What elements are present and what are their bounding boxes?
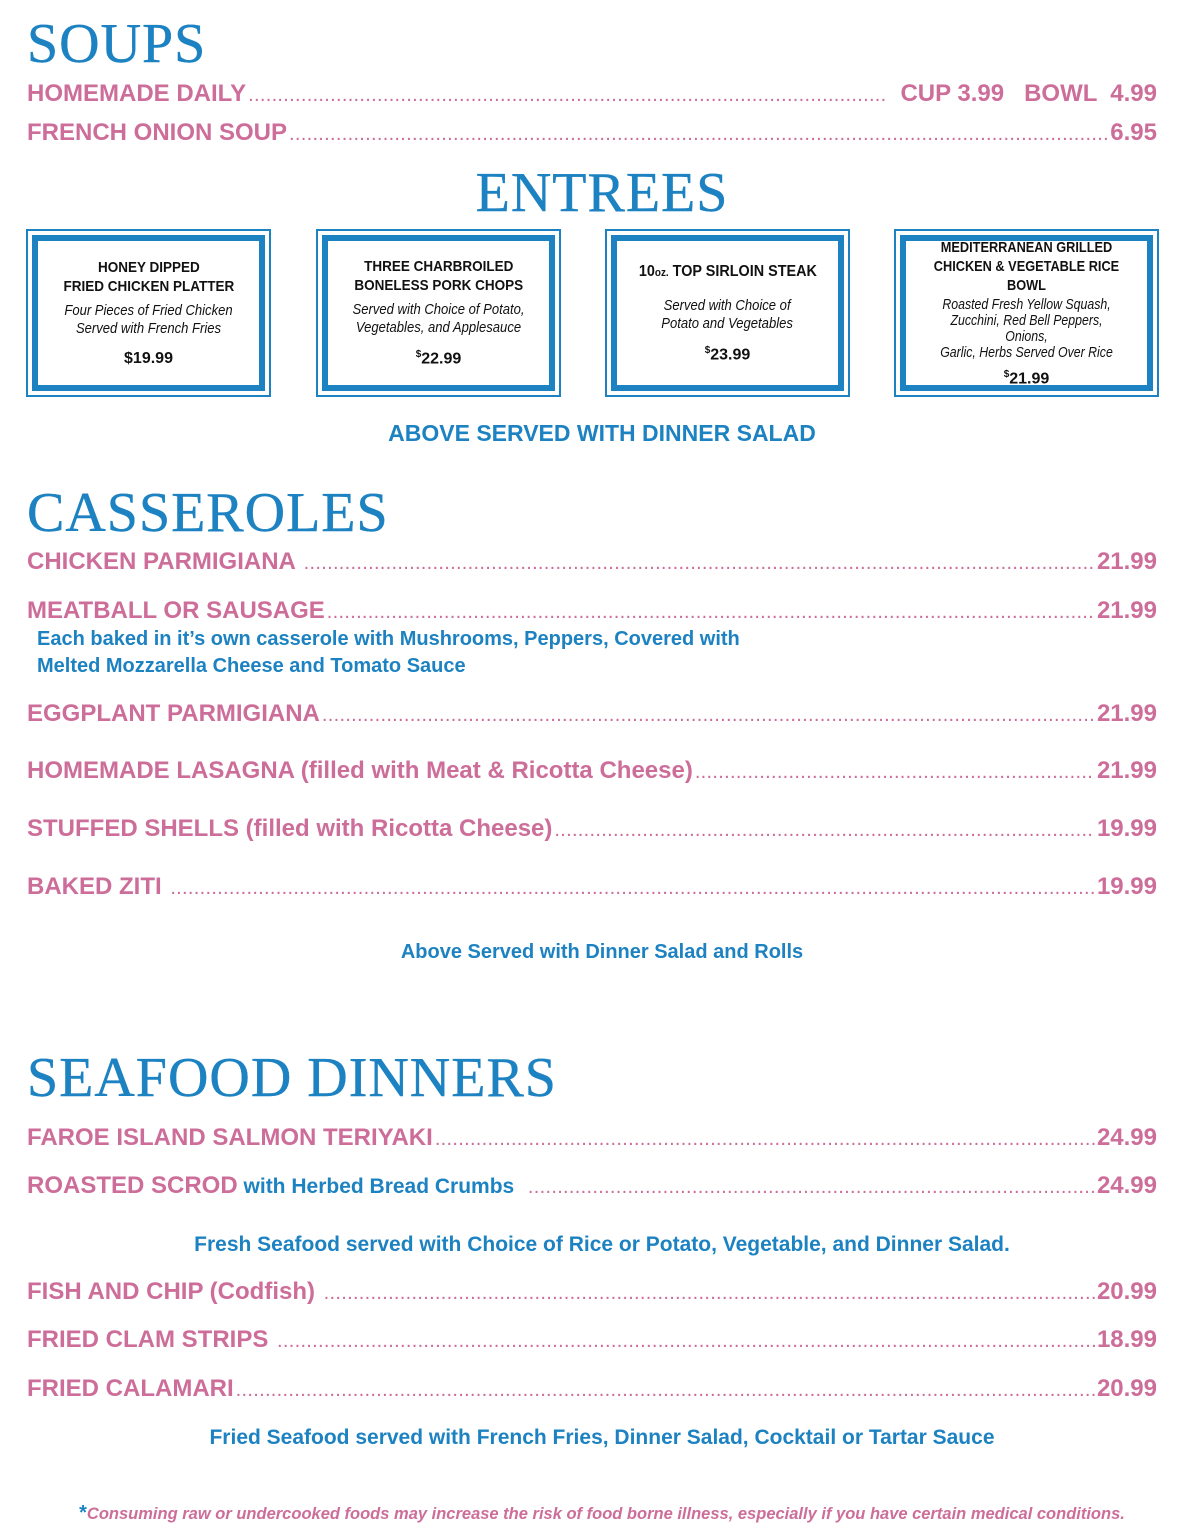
entree-price: $19.99 <box>124 350 173 367</box>
entree-box-pork-chops <box>316 229 561 397</box>
asterisk: * <box>79 1502 87 1524</box>
dot-leader <box>528 1173 1095 1201</box>
entree-description: Four Pieces of Fried Chicken Served with French Fries <box>64 303 233 337</box>
dot-leader <box>304 549 1095 577</box>
entrees-heading: ENTREES <box>475 162 729 224</box>
item-price: 19.99 <box>1096 873 1157 900</box>
dot-leader <box>248 81 885 109</box>
item-price: 21.99 <box>1096 757 1157 784</box>
fried-seafood-note: Fried Seafood served with French Fries, Dinner Salad, Cocktail or Tartar Sauce <box>209 1426 995 1449</box>
entrees-note: ABOVE SERVED WITH DINNER SALAD <box>388 420 816 446</box>
dot-leader <box>695 758 1095 786</box>
seafood-heading: SEAFOOD DINNERS <box>27 1047 557 1109</box>
item-name: EGGPLANT PARMIGIANA <box>27 700 320 727</box>
menu-item-homemade-lasagna <box>27 757 1157 786</box>
item-name: FRIED CLAM STRIPS <box>27 1326 276 1353</box>
entree-description: Served with Choice of Potato, Vegetables, and Applesauce <box>352 302 525 337</box>
dot-leader <box>322 701 1095 729</box>
menu-item-homemade-daily <box>27 80 1157 109</box>
dot-leader <box>435 1125 1095 1153</box>
menu-item-eggplant-parmigiana <box>27 700 1157 729</box>
dot-leader <box>327 598 1095 626</box>
entree-price: $22.99 <box>415 349 462 368</box>
disclaimer-text: Consuming raw or undercooked foods may increase the risk of food borne illness, especially if you have certain medical conditions. <box>86 1505 1125 1523</box>
meatball-description: Each baked in it’s own casserole with Mushrooms, Peppers, Covered with Melted Mozzarella Cheese and Tomato Sauce <box>37 628 740 677</box>
menu-item-stuffed-shells <box>27 815 1157 844</box>
entree-box-sirloin-steak <box>605 229 850 397</box>
item-price: 20.99 <box>1096 1278 1157 1305</box>
casseroles-note: Above Served with Dinner Salad and Rolls <box>400 941 804 963</box>
entree-title: THREE CHARBROILED BONELESS PORK CHOPS <box>354 258 523 295</box>
dot-leader <box>170 874 1095 902</box>
menu-item-fish-and-chip <box>27 1278 1157 1307</box>
entree-price: $23.99 <box>704 344 751 364</box>
item-name: FAROE ISLAND SALMON TERIYAKI <box>27 1124 433 1151</box>
item-price: 18.99 <box>1096 1326 1157 1353</box>
entree-title: MEDITERRANEAN GRILLED CHICKEN & VEGETABLE RICE BOWL <box>933 238 1120 294</box>
item-price: 24.99 <box>1096 1172 1157 1199</box>
item-name: FRIED CALAMARI <box>27 1375 234 1402</box>
item-price: 21.99 <box>1096 597 1157 624</box>
item-price: 6.95 <box>1110 119 1157 146</box>
item-price: 24.99 <box>1096 1124 1157 1151</box>
item-name: FISH AND CHIP (Codfish) <box>27 1278 322 1305</box>
item-name: BAKED ZITI <box>27 873 169 900</box>
item-name: STUFFED SHELLS (filled with Ricotta Cheese) <box>27 815 553 842</box>
menu-item-fried-clam-strips <box>27 1326 1157 1355</box>
soups-heading: SOUPS <box>27 13 207 75</box>
entree-box-fried-chicken <box>26 229 271 397</box>
item-name: HOMEMADE LASAGNA (filled with Meat & Ricotta Cheese) <box>27 757 693 784</box>
menu-item-chicken-parmigiana <box>27 548 1157 577</box>
item-name: HOMEMADE DAILY <box>27 80 247 107</box>
menu-item-baked-ziti <box>27 873 1157 902</box>
menu-item-fried-calamari <box>27 1375 1157 1404</box>
menu-item-meatball-or-sausage <box>27 597 1157 626</box>
entree-title: 10oz. TOP SIRLOIN STEAK <box>638 262 817 280</box>
item-price: CUP 3.99 BOWL 4.99 <box>900 80 1157 107</box>
dot-leader <box>277 1327 1095 1355</box>
dot-leader <box>554 816 1095 844</box>
menu-item-salmon-teriyaki <box>27 1124 1157 1153</box>
casseroles-heading: CASSEROLES <box>27 482 389 544</box>
entree-box-rice-bowl <box>894 229 1159 397</box>
entree-title: HONEY DIPPED FRIED CHICKEN PLATTER <box>63 259 234 295</box>
dot-leader <box>289 120 1108 148</box>
item-name: CHICKEN PARMIGIANA <box>27 548 302 575</box>
entree-description: Roasted Fresh Yellow Squash, Zucchini, Red Bell Peppers, Onions, Garlic, Herbs Served Over Rice <box>940 296 1113 361</box>
item-price: 21.99 <box>1096 548 1157 575</box>
entree-price: $21.99 <box>1003 368 1050 388</box>
item-name: ROASTED SCROD <box>27 1172 238 1199</box>
item-price: 19.99 <box>1096 815 1157 842</box>
item-price: 21.99 <box>1096 700 1157 727</box>
menu-item-french-onion-soup <box>27 119 1157 148</box>
dot-leader <box>324 1279 1095 1307</box>
item-price: 20.99 <box>1096 1375 1157 1402</box>
menu-item-roasted-scrod <box>27 1172 1157 1201</box>
food-safety-disclaimer <box>0 1502 1204 1525</box>
dot-leader <box>236 1376 1095 1404</box>
item-name: FRENCH ONION SOUP <box>27 119 288 146</box>
item-name-extra: with Herbed Bread Crumbs <box>237 1175 526 1198</box>
entree-description: Served with Choice of Potato and Vegetables <box>661 297 794 332</box>
fresh-seafood-note: Fresh Seafood served with Choice of Rice or Potato, Vegetable, and Dinner Salad. <box>194 1233 1010 1256</box>
item-name: MEATBALL OR SAUSAGE <box>27 597 325 624</box>
